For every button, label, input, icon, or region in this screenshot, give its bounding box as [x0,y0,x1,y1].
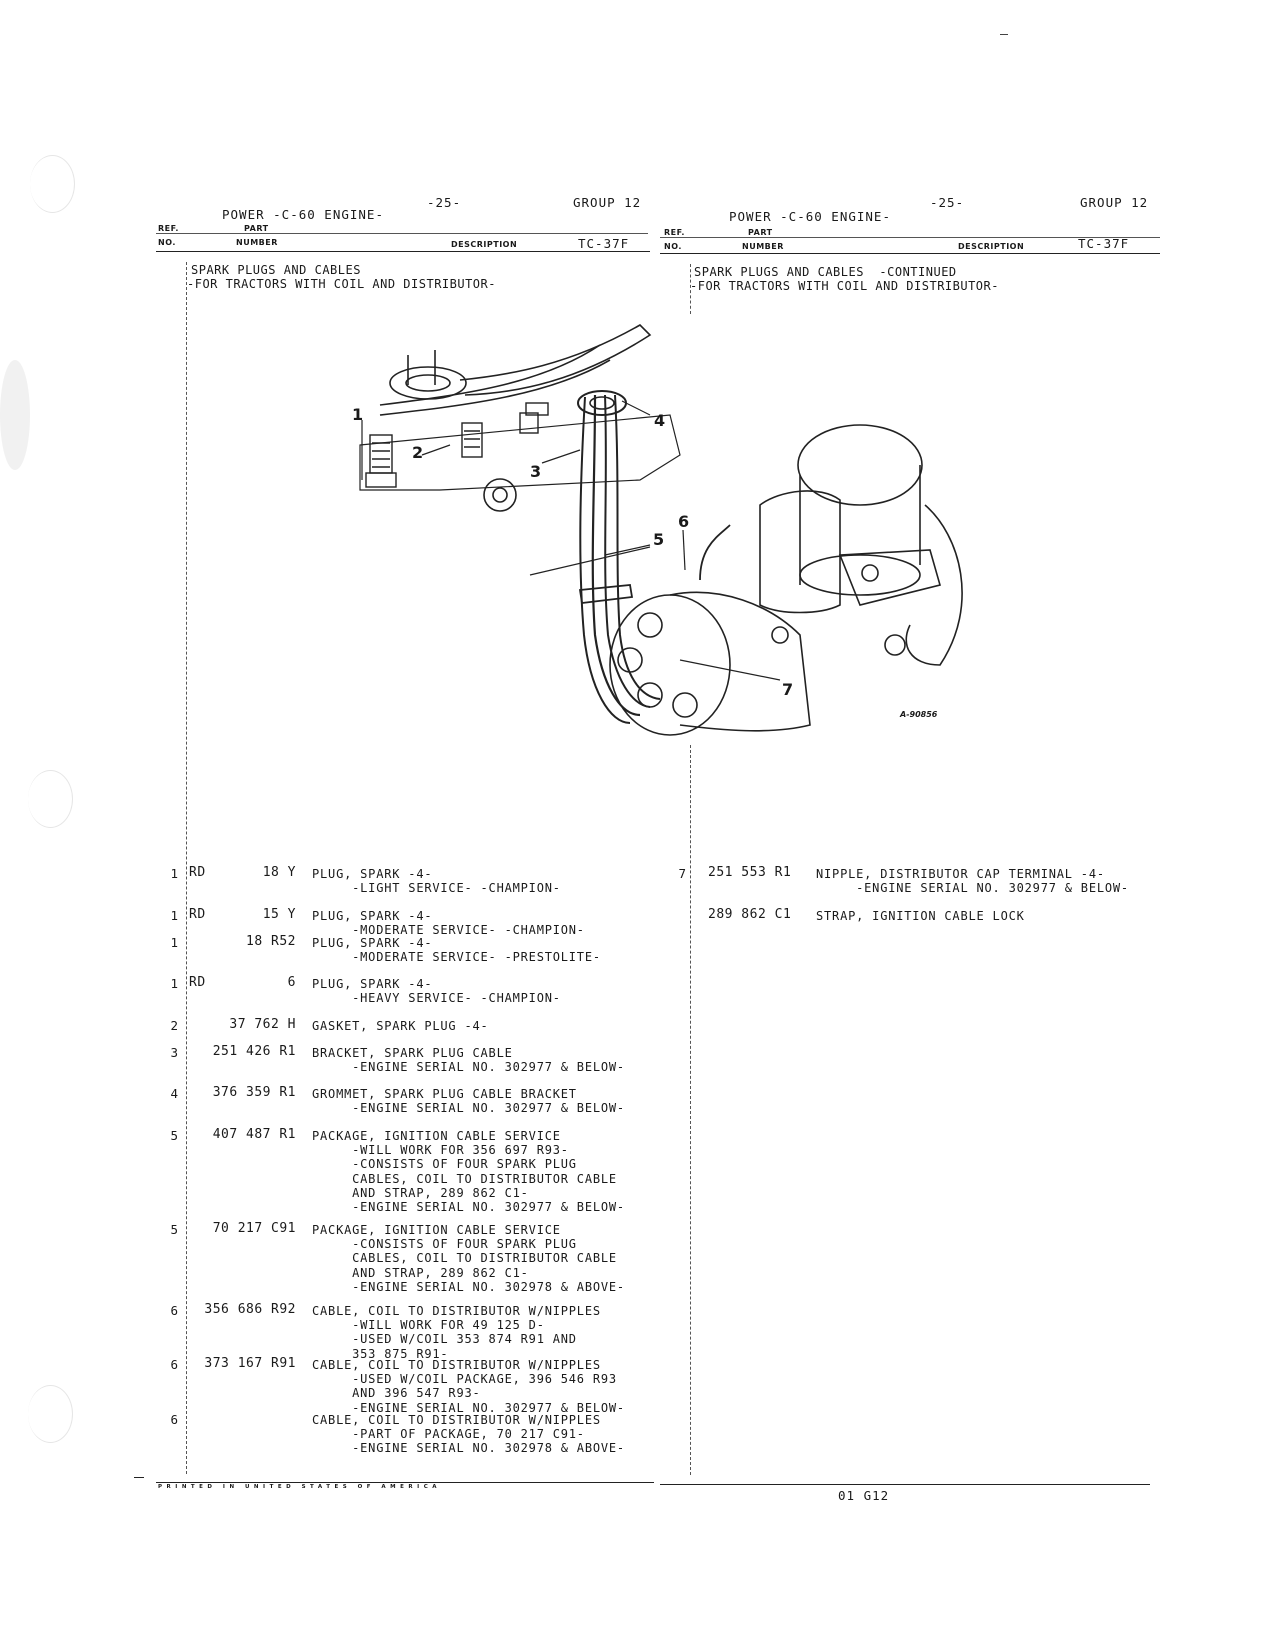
right-title: POWER -C-60 ENGINE- [729,209,891,224]
right-page-number: -25- [930,195,965,210]
part-number: 18 R52 [246,934,296,949]
callout-leader-4 [622,401,650,415]
description-line: -ENGINE SERIAL NO. 302977 & BELOW- [312,1101,625,1116]
part-number: 18 Y [262,865,296,880]
part-prefix: RD [189,907,206,922]
description-line: PLUG, SPARK -4- [312,909,433,923]
description-line: CABLES, COIL TO DISTRIBUTOR CABLE [312,1251,617,1266]
ref-number: 3 [170,1045,178,1060]
footer-code: 01 G12 [838,1488,890,1503]
right-col-ref-2: NO. [664,242,682,251]
part-prefix: RD [189,975,206,990]
ref-number: 6 [170,1412,178,1427]
ref-number: 6 [170,1303,178,1318]
ref-number: 1 [170,976,178,991]
left-title: POWER -C-60 ENGINE- [222,207,384,222]
footer-rule-right [660,1484,1150,1485]
description-line: -WILL WORK FOR 49 125 D- [312,1318,545,1333]
description-line: -WILL WORK FOR 356 697 R93- [312,1143,569,1158]
spark-plug-2 [462,423,482,457]
description-line: -ENGINE SERIAL NO. 302977 & BELOW- [312,1400,625,1415]
description-line: CABLES, COIL TO DISTRIBUTOR CABLE [312,1171,617,1186]
ref-number: 5 [170,1222,178,1237]
punch-hole-top [30,155,75,213]
description-line: -MODERATE SERVICE- -CHAMPION- [312,923,585,938]
description-line: -ENGINE SERIAL NO. 302978 & ABOVE- [312,1279,625,1294]
right-col-part-2: NUMBER [742,242,784,251]
description-line: CABLE, COIL TO DISTRIBUTOR W/NIPPLES [312,1413,601,1427]
scan-dash [1000,34,1008,35]
part-number: 6 [287,975,296,990]
callout-7: 7 [782,680,794,699]
right-group: GROUP 12 [1080,195,1149,210]
right-code: TC-37F [1078,236,1130,251]
coil-lead [700,525,730,580]
description-line: STRAP, IGNITION CABLE LOCK [816,909,1025,923]
bolt-head [484,479,516,511]
left-group: GROUP 12 [573,195,642,210]
description-line: -CONSISTS OF FOUR SPARK PLUG [312,1157,577,1172]
scan-blemish [0,360,30,470]
callout-4: 4 [654,411,666,430]
description-line: AND STRAP, 289 862 C1- [312,1185,529,1200]
footer-left-mark [134,1477,144,1478]
description-line: -ENGINE SERIAL NO. 302977 & BELOW- [312,1200,625,1214]
spark-plug-1 [366,435,396,487]
description-line: -USED W/COIL 353 874 R91 AND [312,1332,577,1347]
description-line: -LIGHT SERVICE- -CHAMPION- [312,881,561,896]
part-number: 15 Y [262,907,296,922]
description-line: PACKAGE, IGNITION CABLE SERVICE [312,1129,561,1143]
description-line: CABLE, COIL TO DISTRIBUTOR W/NIPPLES [312,1304,601,1318]
ref-number: 5 [170,1128,178,1143]
description-line: -CONSISTS OF FOUR SPARK PLUG [312,1237,577,1252]
exploded-parts-diagram [340,305,980,745]
left-section-subtitle: -FOR TRACTORS WITH COIL AND DISTRIBUTOR- [187,277,496,291]
part-number: 251 426 R1 [212,1044,296,1059]
left-col-ref-1: REF. [158,224,179,233]
callout-leader-5a [605,545,650,555]
description-line: 353 875 R91- [312,1346,449,1361]
description-line: GROMMET, SPARK PLUG CABLE BRACKET [312,1087,577,1101]
left-page-number: -25- [427,195,462,210]
right-section-title: SPARK PLUGS AND CABLES -CONTINUED [694,265,957,279]
part-number: 289 862 C1 [708,907,792,922]
description-line: PLUG, SPARK -4- [312,977,433,991]
description-line: -ENGINE SERIAL NO. 302977 & BELOW- [312,1060,625,1075]
distributor [610,592,810,735]
left-column-separator [186,262,187,1474]
description-line: PLUG, SPARK -4- [312,867,433,881]
description-line: -HEAVY SERVICE- -CHAMPION- [312,991,561,1006]
description-line: CABLE, COIL TO DISTRIBUTOR W/NIPPLES [312,1358,601,1372]
callout-2: 2 [412,443,424,462]
description-line: AND 396 547 R93- [312,1386,481,1401]
left-code: TC-37F [578,236,630,251]
figure-caption: A-90856 [900,710,938,719]
ref-number: 1 [170,935,178,950]
left-col-desc: DESCRIPTION [451,240,518,249]
description-line: GASKET, SPARK PLUG -4- [312,1019,489,1033]
callout-6: 6 [678,512,690,531]
right-column-separator [690,745,691,1475]
callout-1: 1 [352,405,364,424]
left-col-part-1: PART [244,224,269,233]
right-col-ref-1: REF. [664,228,685,237]
callout-leader-3 [542,450,580,463]
description-line: PLUG, SPARK -4- [312,936,433,950]
footer-rule-left [156,1482,654,1483]
description-line: BRACKET, SPARK PLUG CABLE [312,1046,513,1060]
part-number: 373 167 R91 [204,1356,296,1371]
right-header-rule [660,253,1160,254]
ref-number: 1 [170,866,178,881]
part-number: 356 686 R92 [204,1302,296,1317]
mounting-bracket [840,505,962,665]
part-number: 37 762 H [229,1017,296,1032]
right-section-subtitle: -FOR TRACTORS WITH COIL AND DISTRIBUTOR- [690,279,999,293]
description-line: NIPPLE, DISTRIBUTOR CAP TERMINAL -4- [816,867,1105,881]
footer-printed: PRINTED IN UNITED STATES OF AMERICA [158,1484,441,1490]
part-number: 251 553 R1 [708,865,792,880]
callout-5: 5 [653,530,665,549]
callout-3: 3 [530,462,542,481]
left-header-thin-rule [156,233,648,234]
left-header-rule [156,251,650,252]
ref-number: 2 [170,1018,178,1033]
ref-number: 1 [170,908,178,923]
part-number: 376 359 R1 [212,1085,296,1100]
left-col-part-2: NUMBER [236,238,278,247]
description-line: AND STRAP, 289 862 C1- [312,1265,529,1280]
description-line: -PART OF PACKAGE, 70 217 C91- [312,1427,585,1442]
description-line: -MODERATE SERVICE- -PRESTOLITE- [312,950,601,965]
punch-hole-bottom [28,1385,73,1443]
part-number: 407 487 R1 [212,1127,296,1142]
description-line: -ENGINE SERIAL NO. 302977 & BELOW- [816,881,1129,896]
ref-number: 4 [170,1086,178,1101]
left-col-ref-2: NO. [158,238,176,247]
right-col-part-1: PART [748,228,773,237]
right-col-desc: DESCRIPTION [958,242,1025,251]
description-line: -ENGINE SERIAL NO. 302978 & ABOVE- [312,1441,625,1456]
punch-hole-middle [28,770,73,828]
description-line: -USED W/COIL PACKAGE, 396 546 R93 [312,1372,617,1387]
left-section-title: SPARK PLUGS AND CABLES [191,263,361,277]
ref-number: 6 [170,1357,178,1372]
ignition-coil [760,425,922,613]
part-number: 70 217 C91 [212,1221,296,1236]
description-line: PACKAGE, IGNITION CABLE SERVICE [312,1223,561,1237]
callout-leader-2 [422,445,450,455]
callout-leader-6 [683,530,685,570]
ref-number: 7 [678,866,686,881]
part-prefix: RD [189,865,206,880]
callout-leader-5b [530,547,650,575]
